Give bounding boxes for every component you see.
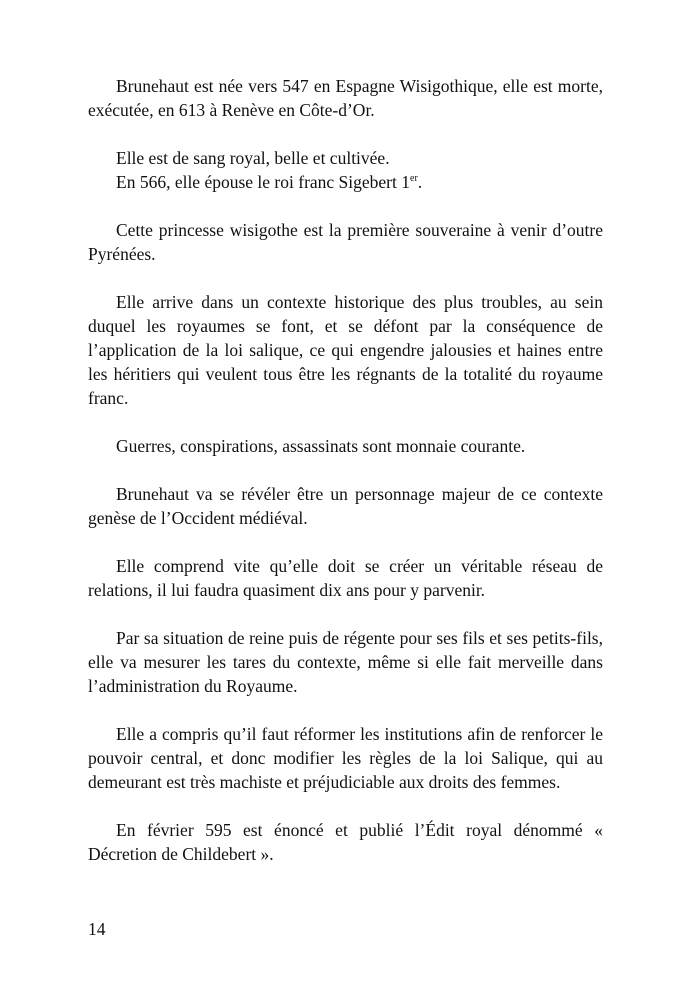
paragraph-historical-context: Elle arrive dans un contexte historique des plus troubles, au sein duquel les royaumes se font, et se défont par la conséquence de l’application de la loi salique, ce qui engendre jalousies et haines entre les héritiers qui veulent tous être les régnants de la totalité du royaume franc. xyxy=(88,292,603,408)
paragraph-birth-death: Brunehaut est née vers 547 en Espagne Wisigothique, elle est morte, exécutée, en 613 à Renève en Côte-d’Or. xyxy=(88,76,603,120)
paragraph-wars: Guerres, conspirations, assassinats sont monnaie courante. xyxy=(116,436,526,456)
paragraph-royal-marriage xyxy=(88,146,603,194)
paragraph-major-figure: Brunehaut va se révéler être un personnage majeur de ce contexte genèse de l’Occident médiéval. xyxy=(88,484,603,528)
paragraph-first-sovereign: Cette princesse wisigothe est la première souveraine à venir d’outre Pyrénées. xyxy=(88,220,603,264)
paragraph-edict: En février 595 est énoncé et publié l’Édit royal dénommé « Décretion de Childebert ». xyxy=(88,820,603,864)
page-number: 14 xyxy=(88,919,106,939)
marriage-period: . xyxy=(417,172,423,192)
line-royal-blood: Elle est de sang royal, belle et cultivée. xyxy=(116,148,390,168)
paragraph-reform: Elle a compris qu’il faut réformer les institutions afin de renforcer le pouvoir central, et donc modifier les règles de la loi Salique, qui au demeurant est très machiste et préjudiciable aux droits des femmes. xyxy=(88,724,603,792)
paragraph-regency: Par sa situation de reine puis de régente pour ses fils et ses petits-fils, elle va mesurer les tares du contexte, même si elle fait merveille dans l’administration du Royaume. xyxy=(88,628,603,696)
page-body xyxy=(88,74,603,890)
ordinal-superscript: er xyxy=(410,173,418,185)
marriage-text: En 566, elle épouse le roi franc Sigebert 1 xyxy=(116,172,410,192)
paragraph-network: Elle comprend vite qu’elle doit se créer un véritable réseau de relations, il lui faudra quasiment dix ans pour y parvenir. xyxy=(88,556,603,600)
line-marriage xyxy=(88,170,603,194)
